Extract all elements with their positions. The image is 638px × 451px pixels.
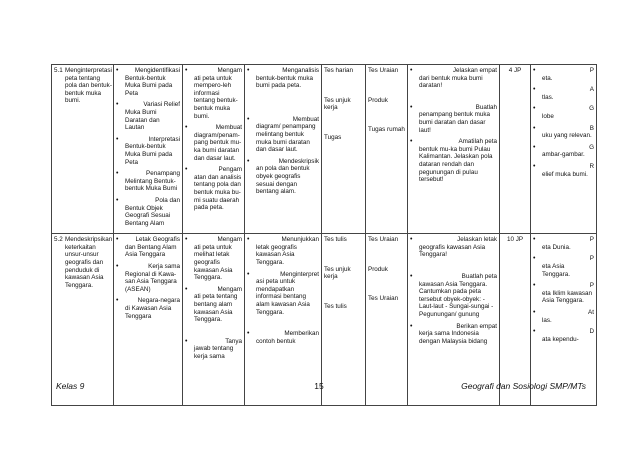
bullet-text: diagram/penam-pang bentuk mu-ka bumi daratan dan dasar laut. [194, 131, 242, 162]
cell-line: Tes Uraian [368, 295, 399, 303]
kd-number: 5.2 [54, 236, 63, 244]
cell-line: Tes Uraian [368, 236, 399, 244]
bullet-item [410, 236, 497, 259]
bullet-lead: • Variasi Relief [143, 101, 180, 109]
bullet-text: geografis kawasan Asia Tenggara! [419, 243, 486, 259]
footer-class: Kelas 9 [56, 381, 85, 391]
bullet-lead: • Pengam [218, 166, 242, 174]
bullet-lead: • G [589, 143, 594, 151]
spacer [324, 244, 363, 266]
cell-line: Tes unjuk kerja [324, 265, 351, 281]
spacer [185, 328, 242, 338]
bullet-lead: • Menunjukkan [281, 236, 319, 244]
cell-indikator [245, 234, 322, 406]
bullet-lead: • Membuat [292, 115, 319, 123]
bullet-lead: • Buatlah peta [461, 273, 497, 281]
bullet-text: eta Dunia. [542, 243, 571, 251]
bullet-item [533, 236, 594, 251]
bullet-text: ati peta tentang bentang alam kawasan Asia Tenggara. [194, 293, 238, 324]
cell-contoh [408, 65, 500, 234]
syllabus-table [51, 64, 597, 406]
bullet-item [116, 297, 180, 320]
bullet-lead: • A [589, 86, 594, 94]
bullet-text: kawasan Asia Tenggara. Cantumkan pada peta tersebut obyek-obyek: - Laut-laut - Sungai-sungai - Pegunungan/ gunung [419, 280, 494, 319]
bullet-lead: • D [589, 328, 594, 336]
spacer [247, 320, 319, 330]
cell-line: Tes tulis [324, 303, 347, 311]
cell-line: Tes harian [324, 67, 354, 74]
spacer [247, 94, 319, 116]
bullet-lead: • P [589, 236, 594, 244]
kd-text: Mendeskripsikan keterkaitan unsur-unsur geografis dan penduduk di kawasan Asia Tenggara. [65, 236, 113, 289]
bullet-lead: • Pola dan [155, 196, 180, 204]
bullet-text: eta Asia Tenggara. [542, 263, 571, 278]
bullet-text: penampang bentuk muka bumi daratan dan dasar laut! [419, 111, 491, 134]
bullet-item [185, 338, 242, 361]
bullet-text: Bentuk-bentuk Muka Bumi pada Peta [125, 143, 173, 166]
bullet-item [116, 263, 180, 293]
spacer [368, 273, 405, 295]
bullet-lead: • R [589, 162, 594, 170]
bullet-text: ati peta untuk mempero-leh informasi tentang bentuk-bentuk muka bumi. [194, 74, 238, 120]
bullet-text: eta. [542, 74, 553, 82]
cell-kegiatan [183, 65, 245, 234]
bullet-lead: • P [589, 67, 594, 74]
table-row [52, 234, 597, 406]
cell-teknik [322, 65, 366, 234]
cell-sumber [531, 65, 597, 234]
bullet-lead: • Jelaskan letak [457, 236, 497, 244]
cell-line: Tes tulis [324, 236, 347, 244]
bullet-lead: • P [589, 282, 594, 290]
bullet-lead: • Penampang [146, 170, 180, 178]
bullet-lead: • B [589, 124, 594, 132]
bullet-item [185, 67, 242, 120]
cell-alokasi-waktu: 10 JP [500, 234, 531, 406]
bullet-item [185, 236, 242, 282]
bullet-lead: • Menganalisis [282, 67, 319, 74]
spacer [368, 104, 405, 126]
bullet-lead: • Mengam [217, 67, 242, 74]
bullet-lead: • Interpretasi [148, 135, 180, 143]
bullet-item [116, 101, 180, 131]
table-row [52, 65, 597, 234]
spacer [410, 263, 497, 273]
cell-kompetensi-dasar [52, 234, 114, 406]
bullet-item [185, 166, 242, 212]
bullet-lead: • Mengam [217, 236, 242, 244]
bullet-item [533, 125, 594, 140]
bullet-text: atan dan analisis tentang pola dan bentuk muka bu-mi suatu daerah pada peta. [194, 173, 242, 212]
cell-bentuk [366, 234, 408, 406]
bullet-item [116, 136, 180, 166]
cell-bentuk [366, 65, 408, 234]
bullet-text: las. [542, 316, 552, 324]
cell-teknik [322, 234, 366, 406]
bullet-lead: • Jelaskan empat [452, 67, 497, 74]
footer-page-number: 15 [314, 381, 324, 391]
footer-subject: Geografi dan Sosiologi SMP/MTs [461, 381, 586, 391]
spacer [324, 281, 363, 303]
bullet-item [247, 330, 319, 345]
cell-line: Tes Uraian [368, 67, 399, 74]
bullet-text: dan Bentang Alam Asia Tenggara [125, 243, 177, 259]
spacer [324, 75, 363, 97]
bullet-text: diagram/ penampang melintang bentuk muka bumi daratan dan dasar laut. [256, 123, 316, 154]
bullet-item [410, 138, 497, 184]
kompetensi-dasar [54, 67, 111, 105]
cell-materi [114, 65, 183, 234]
bullet-item [116, 197, 180, 227]
bullet-text: tlas. [542, 93, 554, 101]
bullet-item [533, 163, 594, 178]
bullet-item [533, 328, 594, 343]
bullet-item [533, 282, 594, 305]
bullet-item [410, 323, 497, 346]
bullet-item [533, 255, 594, 278]
bullet-text: Muka Bumi Daratan dan Lautan [125, 108, 160, 132]
bullet-lead: • Berikan empat [456, 322, 497, 330]
bullet-text: bentuk mu-ka bumi Pulau Kalimantan. Jelaskan pola dataran rendah dan pegunungan di pulau tersebut! [419, 145, 493, 184]
bullet-item [247, 158, 319, 196]
bullet-text: kerja sama Indonesia dengan Malaysia bidang [419, 330, 488, 345]
bullet-lead: • P [589, 255, 594, 263]
bullet-text: Melintang Bentuk-bentuk Muka Bumi [125, 177, 178, 193]
bullet-text: Bentuk-bentuk Muka Bumi pada Peta [125, 74, 173, 97]
bullet-lead: • Buatlah [475, 103, 497, 111]
bullet-lead: • At [588, 309, 594, 317]
cell-contoh [408, 234, 500, 406]
bullet-item [410, 104, 497, 134]
bullet-lead: • Memberikan [284, 330, 319, 338]
bullet-text: jawab tentang kerja sama [194, 345, 234, 360]
bullet-lead: • Kerja sama [148, 263, 180, 271]
cell-line: Produk [368, 96, 388, 104]
bullet-item [116, 236, 180, 259]
bullet-text: di Kawasan Asia Tenggara [125, 305, 172, 320]
bullet-item [247, 236, 319, 266]
bullet-lead: • Mengidentifikasi [134, 67, 180, 74]
bullet-text: bentuk-bentuk muka bumi pada peta. [256, 74, 314, 90]
spacer [368, 75, 405, 97]
bullet-text: ambar-gambar. [542, 151, 585, 159]
bullet-item [247, 116, 319, 154]
bullet-item [410, 273, 497, 319]
bullet-text: ati peta untuk melihat letak geografis kawasan Asia Tenggara. [194, 243, 233, 282]
cell-line: Produk [368, 265, 388, 273]
bullet-item [185, 124, 242, 162]
bullet-lead: • Letak Geografis [135, 236, 180, 244]
bullet-item [116, 67, 180, 97]
bullet-item [533, 86, 594, 101]
bullet-text: an pola dan bentuk obyek geografis sesuai dengan bentang alam. [256, 165, 310, 196]
bullet-text: lobe [542, 112, 554, 120]
bullet-lead: • Mendeskripsik [278, 157, 319, 165]
kompetensi-dasar [54, 236, 111, 289]
cell-alokasi-waktu: 4 JP [500, 65, 531, 234]
bullet-item [247, 271, 319, 317]
bullet-item [185, 286, 242, 324]
bullet-lead: • Amatilah peta [458, 138, 497, 146]
bullet-text: eta Iklim kawasan Asia Tenggara. [542, 289, 593, 305]
spacer [410, 94, 497, 104]
bullet-lead: • Membuat [215, 124, 242, 132]
bullet-text: elief muka bumi. [542, 170, 588, 178]
cell-kegiatan [183, 234, 245, 406]
bullet-lead: • Menginterpret [280, 270, 319, 278]
cell-indikator [245, 65, 322, 234]
cell-line: Tugas [324, 133, 342, 141]
bullet-item [533, 309, 594, 324]
bullet-text: contoh bentuk [256, 337, 296, 345]
spacer [368, 244, 405, 266]
bullet-text: asi peta untuk mendapatkan informasi bentang alam kawasan Asia Tenggara. [256, 278, 310, 316]
bullet-item [533, 105, 594, 120]
kd-text: Menginterpretasi peta tentang pola dan bentuk-bentuk muka bumi. [65, 67, 112, 105]
bullet-lead: • Negara-negara [137, 297, 180, 305]
bullet-text: Bentuk Objek Geografi Sesuai Bentang Alam [125, 204, 171, 227]
bullet-lead: • Mengam [217, 285, 242, 293]
cell-materi [114, 234, 183, 406]
bullet-item [533, 144, 594, 159]
bullet-text: Regional di Kawa-san Asia Tenggara (ASEAN) [125, 270, 177, 293]
bullet-item [410, 67, 497, 90]
cell-sumber [531, 234, 597, 406]
bullet-item [247, 67, 319, 90]
kd-number: 5.1 [54, 67, 63, 74]
bullet-text: uku yang relevan. [542, 132, 592, 140]
bullet-text: letak geografis kawasan Asia Tenggara. [256, 243, 297, 267]
bullet-text: ata kependu- [542, 335, 579, 343]
cell-line: Tes unjuk kerja [324, 96, 351, 112]
bullet-lead: • Tanya [225, 337, 242, 345]
cell-line: Tugas rumah [368, 126, 405, 134]
cell-kompetensi-dasar [52, 65, 114, 234]
bullet-text: dari bentuk muka bumi daratan! [419, 74, 483, 90]
bullet-lead: • G [589, 105, 594, 113]
bullet-item [116, 170, 180, 193]
spacer [324, 112, 363, 134]
bullet-item [533, 67, 594, 82]
